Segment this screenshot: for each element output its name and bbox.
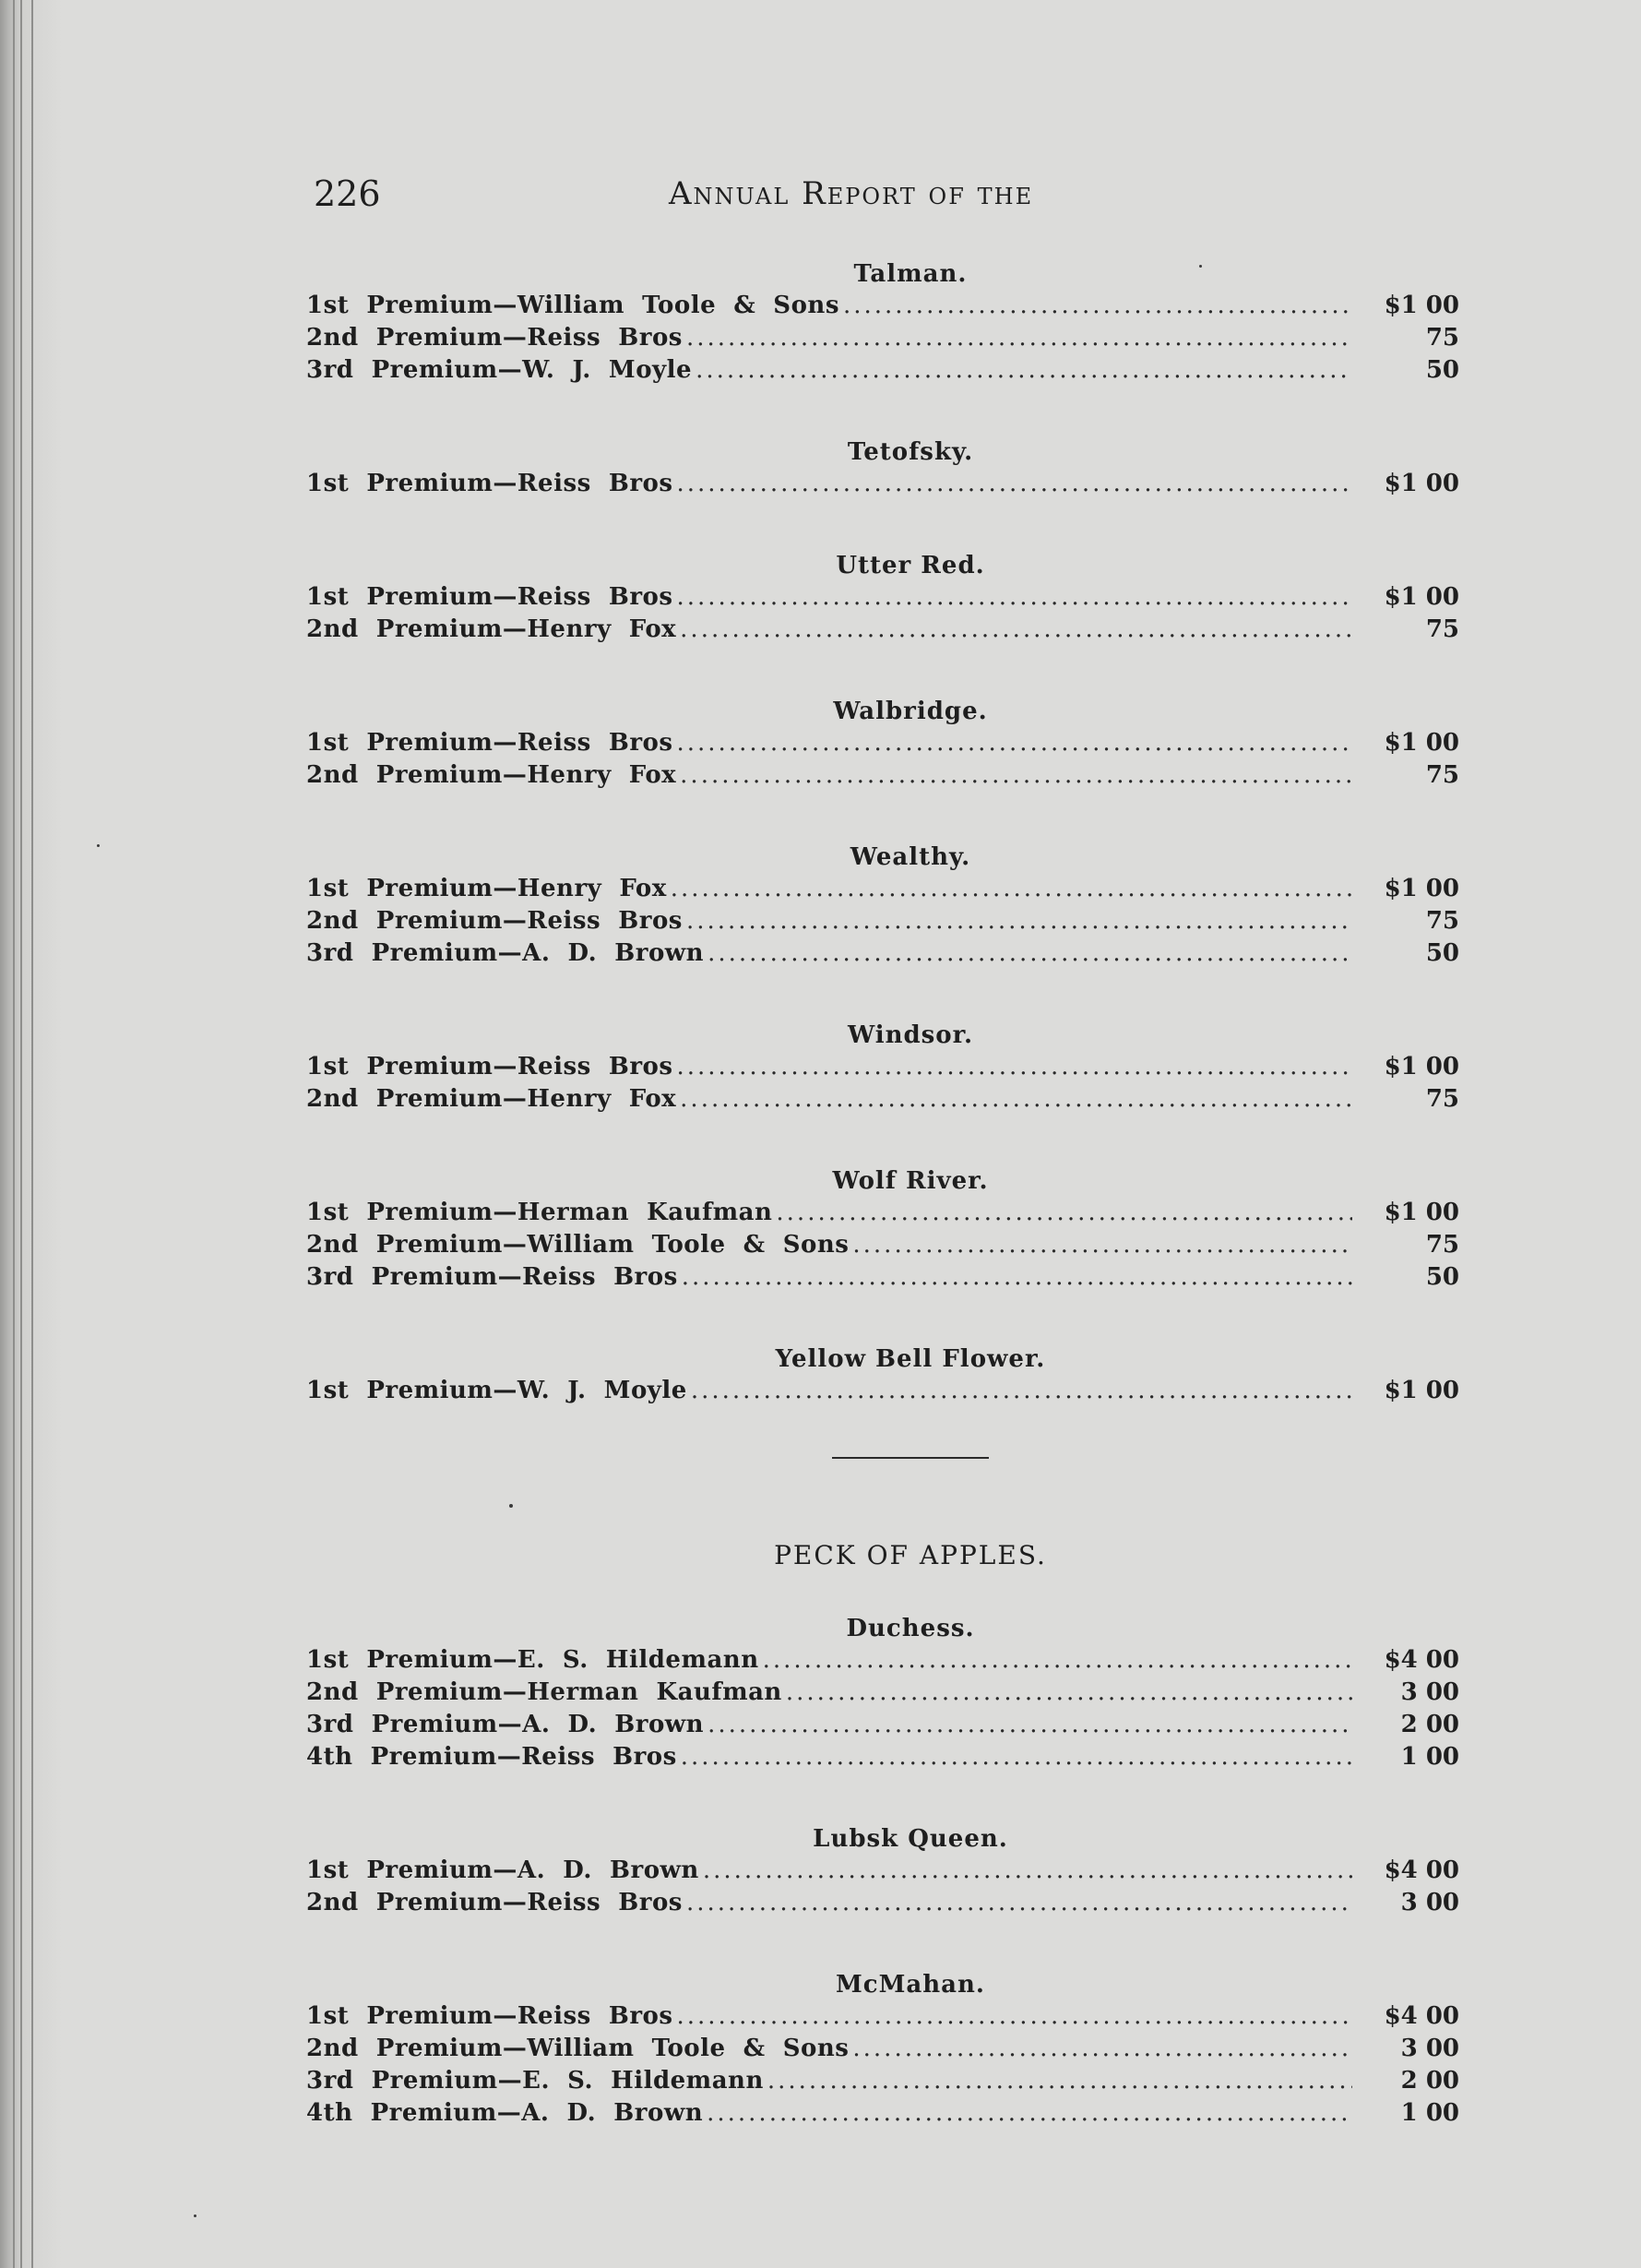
variety-section [306, 1343, 1459, 1407]
variety-title: Talman. [853, 260, 968, 288]
binding-line [13, 0, 15, 2268]
premium-amount: $1 00 [1384, 1199, 1459, 1226]
dot-leader [680, 759, 1352, 792]
premium-row [306, 873, 1459, 905]
page-binding-shadow [0, 0, 63, 2268]
dot-leader [681, 1741, 1352, 1773]
premium-winner: 1st Premium—Reiss Bros [306, 470, 673, 497]
premium-row [306, 614, 1459, 646]
dot-leader [786, 1677, 1352, 1709]
dot-leader [677, 468, 1353, 500]
dot-leader [776, 1197, 1352, 1229]
group-title: PECK OF APPLES. [774, 1540, 1047, 1570]
dot-leader [680, 614, 1352, 646]
premium-row [306, 1197, 1459, 1229]
variety-title: Walbridge. [833, 698, 988, 725]
dot-leader [691, 1375, 1352, 1407]
premium-amount: $1 00 [1384, 1377, 1459, 1404]
premium-amount: $4 00 [1384, 2002, 1459, 2030]
premium-winner: 2nd Premium—Reiss Bros [306, 1889, 683, 1916]
page-header [314, 173, 1467, 220]
dot-leader [686, 1887, 1352, 1919]
premium-amount: 50 [1425, 1263, 1459, 1291]
premium-amount: 3 00 [1400, 1678, 1459, 1706]
premium-row [306, 1741, 1459, 1773]
premium-amount: 50 [1425, 939, 1459, 967]
premium-row [306, 2097, 1459, 2130]
premium-row [306, 2065, 1459, 2097]
premium-row [306, 1051, 1459, 1083]
variety-sections [306, 258, 1459, 1407]
premium-winner: 1st Premium—William Toole & Sons [306, 292, 839, 319]
premium-winner: 1st Premium—Reiss Bros [306, 2002, 673, 2030]
premium-winner: 3rd Premium—W. J. Moyle [306, 356, 693, 384]
premium-row [306, 1375, 1459, 1407]
variety-section [306, 1823, 1459, 1919]
variety-section [306, 1165, 1459, 1294]
dot-leader [671, 873, 1352, 905]
variety-section [306, 696, 1459, 792]
dot-leader [767, 2065, 1352, 2097]
premium-winner: 1st Premium—Reiss Bros [306, 583, 673, 611]
variety-title: Utter Red. [836, 552, 985, 579]
variety-section [306, 842, 1459, 970]
premium-winner: 2nd Premium—Reiss Bros [306, 324, 683, 352]
premium-row [306, 2033, 1459, 2065]
premium-winner: 1st Premium—W. J. Moyle [306, 1377, 687, 1404]
premium-amount: $1 00 [1384, 470, 1459, 497]
premium-row [306, 1855, 1459, 1887]
variety-section [306, 436, 1459, 500]
premium-winner: 1st Premium—Reiss Bros [306, 1053, 673, 1080]
dot-leader [682, 1261, 1352, 1294]
variety-section [306, 550, 1459, 646]
premium-amount: 2 00 [1400, 1711, 1459, 1738]
premium-amount: 75 [1425, 761, 1459, 789]
premium-row [306, 1261, 1459, 1294]
premium-amount: 3 00 [1400, 2035, 1459, 2062]
premium-row [306, 905, 1459, 937]
premium-winner: 2nd Premium—Herman Kaufman [306, 1678, 782, 1706]
dot-leader [852, 2033, 1352, 2065]
dot-leader [703, 1855, 1352, 1887]
variety-title: Yellow Bell Flower. [775, 1345, 1046, 1373]
premium-winner: 3rd Premium—Reiss Bros [306, 1263, 678, 1291]
variety-title: Windsor. [847, 1021, 974, 1049]
dot-leader [852, 1229, 1352, 1261]
premium-winner: 3rd Premium—E. S. Hildemann [306, 2067, 764, 2095]
dot-leader [686, 905, 1352, 937]
premium-row [306, 727, 1459, 759]
premium-row [306, 1644, 1459, 1677]
premium-winner: 2nd Premium—William Toole & Sons [306, 2035, 850, 2062]
premium-amount: 75 [1425, 1085, 1459, 1113]
premium-winner: 2nd Premium—Henry Fox [306, 615, 677, 643]
dot-leader [843, 290, 1352, 322]
premium-amount: 50 [1425, 356, 1459, 384]
variety-section [306, 1969, 1459, 2130]
premium-winner: 3rd Premium—A. D. Brown [306, 939, 705, 967]
variety-title: McMahan. [836, 1971, 985, 1999]
premium-winner: 2nd Premium—Henry Fox [306, 1085, 677, 1113]
print-speck [97, 844, 100, 847]
premium-row [306, 468, 1459, 500]
dot-leader [677, 581, 1353, 614]
premium-winner: 2nd Premium—Reiss Bros [306, 907, 683, 935]
premium-amount: 1 00 [1400, 1743, 1459, 1771]
premium-winner: 4th Premium—Reiss Bros [306, 1743, 677, 1771]
premium-amount: 2 00 [1400, 2067, 1459, 2095]
premium-winner: 3rd Premium—A. D. Brown [306, 1711, 705, 1738]
dot-leader [708, 1709, 1352, 1741]
variety-title: Duchess. [846, 1615, 975, 1642]
print-speck [194, 2214, 196, 2217]
variety-title: Tetofsky. [847, 438, 974, 466]
variety-section [306, 1020, 1459, 1116]
variety-title: Lubsk Queen. [813, 1825, 1008, 1853]
premium-winner: 1st Premium—Reiss Bros [306, 729, 673, 757]
dot-leader [680, 1083, 1352, 1116]
premium-winner: 1st Premium—E. S. Hildemann [306, 1646, 759, 1674]
premium-winner: 1st Premium—A. D. Brown [306, 1856, 699, 1884]
premium-winner: 4th Premium—A. D. Brown [306, 2099, 704, 2127]
premium-row [306, 1677, 1459, 1709]
peck-variety-sections [306, 1613, 1459, 2130]
dot-leader [763, 1644, 1352, 1677]
variety-section [306, 258, 1459, 387]
print-speck [509, 1504, 513, 1508]
dot-leader [708, 937, 1352, 970]
premium-row [306, 2000, 1459, 2033]
premium-row [306, 1887, 1459, 1919]
dot-leader [707, 2097, 1352, 2130]
variety-title: Wolf River. [832, 1167, 989, 1195]
premium-amount: $4 00 [1384, 1646, 1459, 1674]
premium-amount: $1 00 [1384, 729, 1459, 757]
premium-winner: 2nd Premium—William Toole & Sons [306, 1231, 850, 1259]
premium-amount: 1 00 [1400, 2099, 1459, 2127]
page-number: 226 [314, 173, 381, 214]
binding-line [31, 0, 33, 2268]
premium-amount: 75 [1425, 907, 1459, 935]
premium-list [306, 258, 1459, 2179]
section-divider [832, 1457, 989, 1459]
dot-leader [677, 1051, 1353, 1083]
premium-row [306, 1229, 1459, 1261]
premium-amount: $1 00 [1384, 1053, 1459, 1080]
premium-row [306, 581, 1459, 614]
variety-title: Wealthy. [850, 843, 971, 871]
print-speck [1199, 265, 1202, 268]
premium-row [306, 354, 1459, 387]
premium-amount: 75 [1425, 1231, 1459, 1259]
dot-leader [696, 354, 1352, 387]
premium-amount: 75 [1425, 324, 1459, 352]
dot-leader [677, 2000, 1353, 2033]
premium-winner: 1st Premium—Henry Fox [306, 875, 667, 902]
dot-leader [686, 322, 1352, 354]
binding-line [20, 0, 22, 2268]
premium-amount: $1 00 [1384, 583, 1459, 611]
premium-amount: $4 00 [1384, 1856, 1459, 1884]
premium-amount: $1 00 [1384, 292, 1459, 319]
premium-amount: 75 [1425, 615, 1459, 643]
premium-winner: 2nd Premium—Henry Fox [306, 761, 677, 789]
premium-winner: 1st Premium—Herman Kaufman [306, 1199, 773, 1226]
premium-row [306, 759, 1459, 792]
dot-leader [677, 727, 1353, 759]
premium-amount: $1 00 [1384, 875, 1459, 902]
premium-row [306, 1083, 1459, 1116]
premium-row [306, 322, 1459, 354]
premium-row [306, 290, 1459, 322]
running-title: Annual Report of the [669, 175, 1034, 212]
premium-amount: 3 00 [1400, 1889, 1459, 1916]
variety-section [306, 1613, 1459, 1773]
premium-row [306, 937, 1459, 970]
premium-row [306, 1709, 1459, 1741]
